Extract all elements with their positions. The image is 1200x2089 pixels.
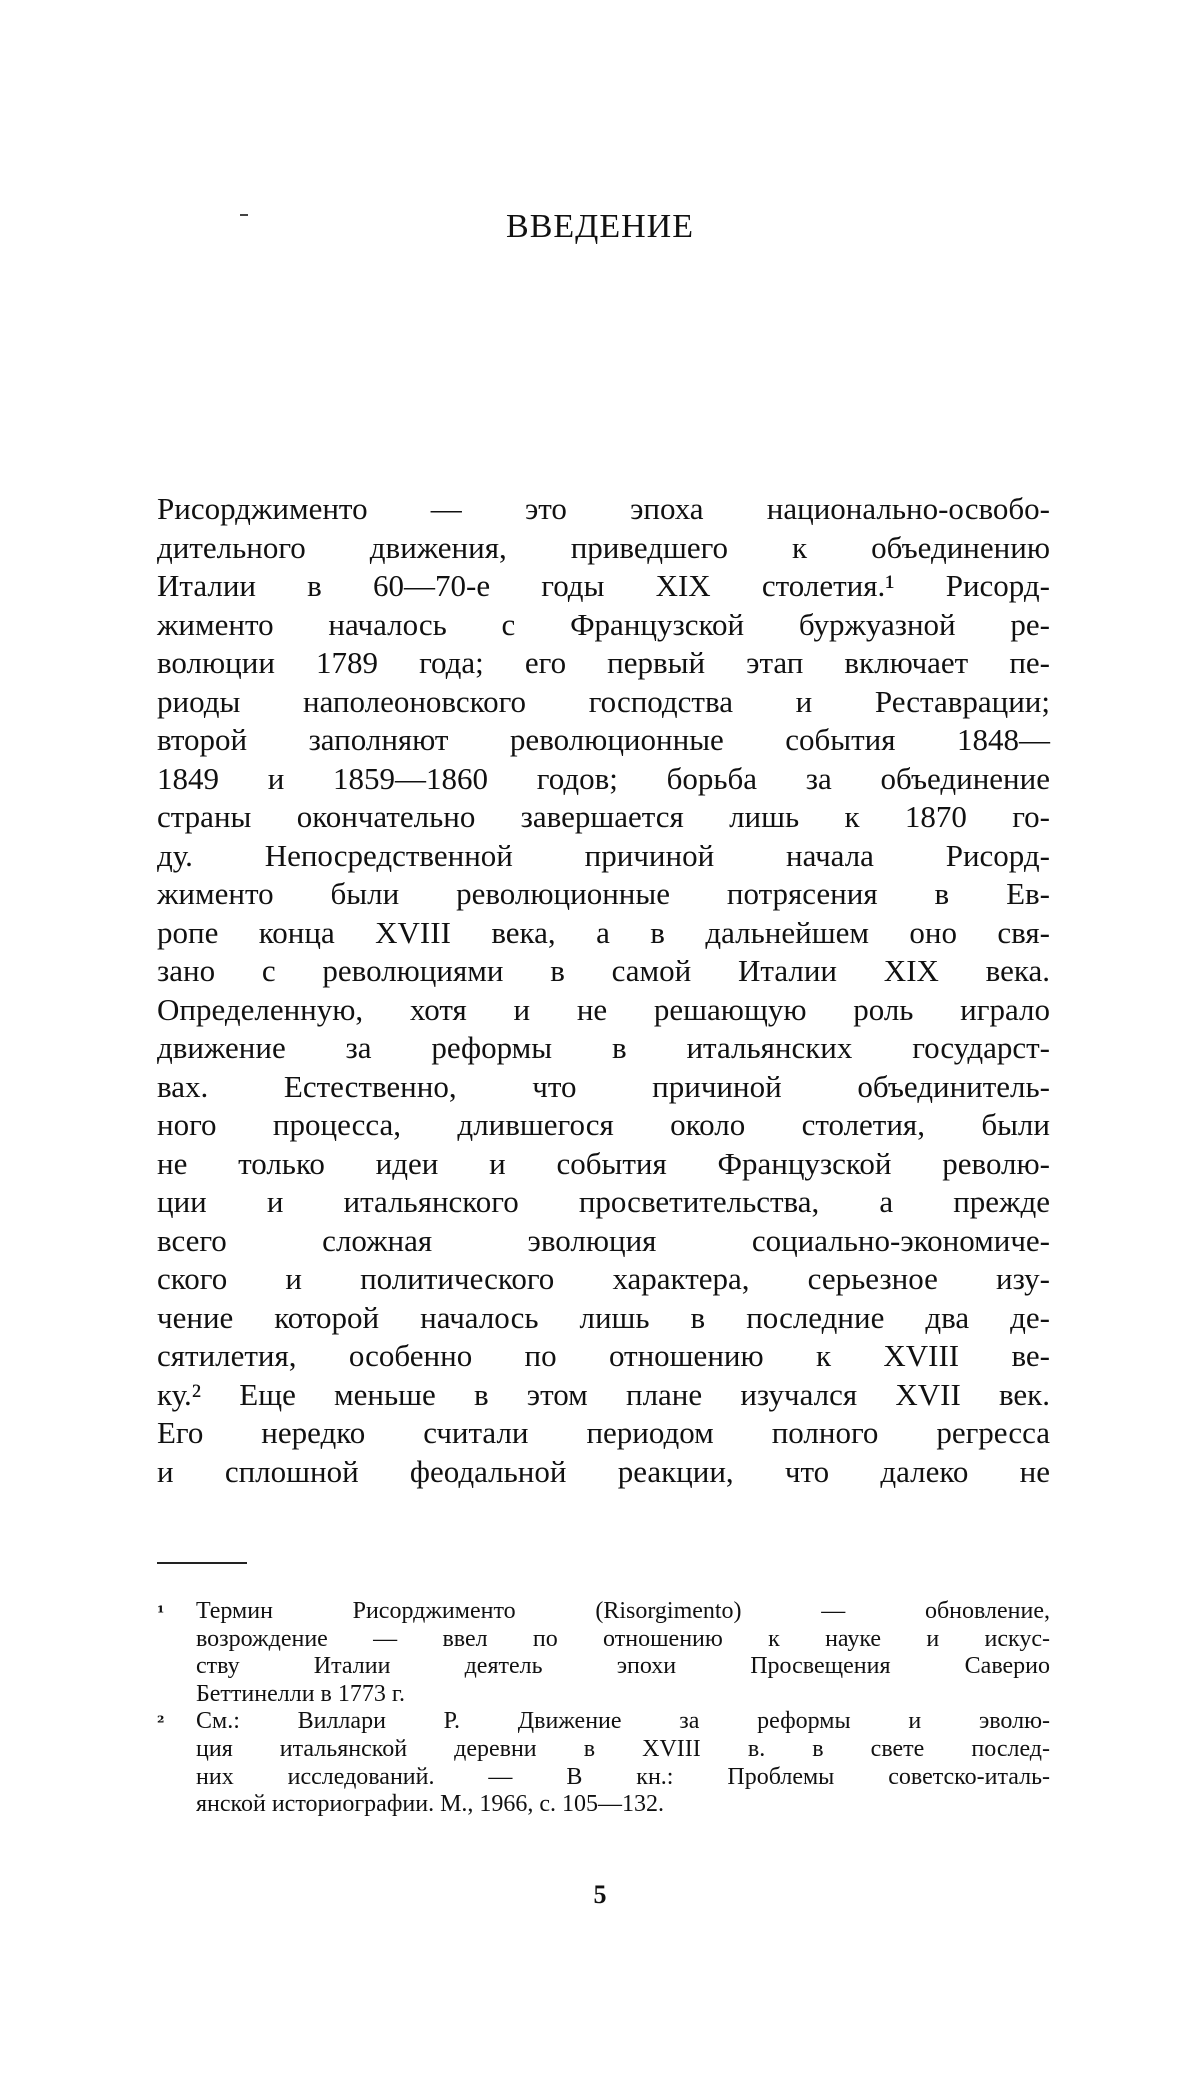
text-line: жименто началось с Французской буржуазной ре- xyxy=(157,606,1050,642)
footnote-marker: ¹ xyxy=(157,1603,165,1623)
text-line: всего сложная эволюция социально-экономиче- xyxy=(157,1222,1050,1258)
text-line: ции и итальянского просветительства, а прежде xyxy=(157,1184,1050,1219)
text-line: чение которой началось лишь в последние два де- xyxy=(157,1299,1050,1335)
text-line: ку.² Еще меньше в этом плане изучался XVII век. xyxy=(157,1376,1050,1412)
text-line: и сплошной феодальной реакции, что далеко не xyxy=(157,1453,1050,1489)
footnote-marker: ² xyxy=(157,1713,165,1734)
footnote-line: них исследований. — В кн.: Проблемы советско-италь- xyxy=(196,1763,1050,1790)
text-line: Определенную, хотя и не решающую роль играло xyxy=(157,991,1050,1027)
footnote-line: Беттинелли в 1773 г. xyxy=(196,1680,406,1707)
footnote-1 xyxy=(157,1598,1050,1626)
text-line: второй заполняют революционные события 1848— xyxy=(157,722,1050,757)
text-line: ского и политического характера, серьезное изу- xyxy=(157,1261,1050,1296)
text-line: страны окончательно завершается лишь к 1870 го- xyxy=(157,799,1050,834)
text-line: Италии в 60—70-е годы XIX столетия.¹ Рисорд- xyxy=(157,568,1050,603)
footnote-line: янской историографии. М., 1966, с. 105—132. xyxy=(196,1791,665,1818)
text-line: движение за реформы в итальянских государст- xyxy=(157,1030,1050,1065)
footnotes xyxy=(157,1598,1050,1819)
text-line: сятилетия, особенно по отношению к XVIII ве- xyxy=(157,1338,1050,1373)
footnote-line: Термин Рисорджименто (Risorgimento) — обновление, xyxy=(196,1598,1050,1624)
text-line: зано с революциями в самой Италии XIX века. xyxy=(157,953,1050,988)
text-line: риоды наполеоновского господства и Реставрации; xyxy=(157,683,1050,719)
text-line: вах. Естественно, что причиной объединитель- xyxy=(157,1068,1050,1104)
footnote-line: См.: Виллари Р. Движение за реформы и эволю- xyxy=(196,1708,1050,1735)
text-line: ду. Непосредственной причиной начала Рисорд- xyxy=(157,837,1050,873)
footnote-2 xyxy=(157,1708,1050,1736)
footnote-separator xyxy=(157,1562,247,1564)
text-line: 1849 и 1859—1860 годов; борьба за объединение xyxy=(157,760,1050,796)
footnote-line: возрождение — ввел по отношению к науке и искус- xyxy=(196,1625,1050,1652)
footnote-line: ству Италии деятель эпохи Просвещения Саверио xyxy=(196,1653,1050,1680)
text-line: не только идеи и события Французской револю- xyxy=(157,1145,1050,1181)
footnote-line: ция итальянской деревни в XVIII в. в свете послед- xyxy=(196,1735,1050,1762)
text-line: ропе конца XVIII века, а в дальнейшем оно свя- xyxy=(157,914,1050,950)
text-line: дительного движения, приведшего к объединению xyxy=(157,529,1050,565)
text-line: Его нередко считали периодом полного регресса xyxy=(157,1415,1050,1450)
main-text xyxy=(157,490,1050,1491)
page-number: 5 xyxy=(593,1880,607,1909)
text-line: Рисорджименто — это эпоха национально-освобо- xyxy=(157,491,1050,526)
text-line: волюции 1789 года; его первый этап включает пе- xyxy=(157,645,1050,680)
text-line: жименто были революционные потрясения в Ев- xyxy=(157,876,1050,911)
chapter-title: ВВЕДЕНИЕ xyxy=(506,208,694,245)
text-line: ного процесса, длившегося около столетия, были xyxy=(157,1107,1050,1142)
